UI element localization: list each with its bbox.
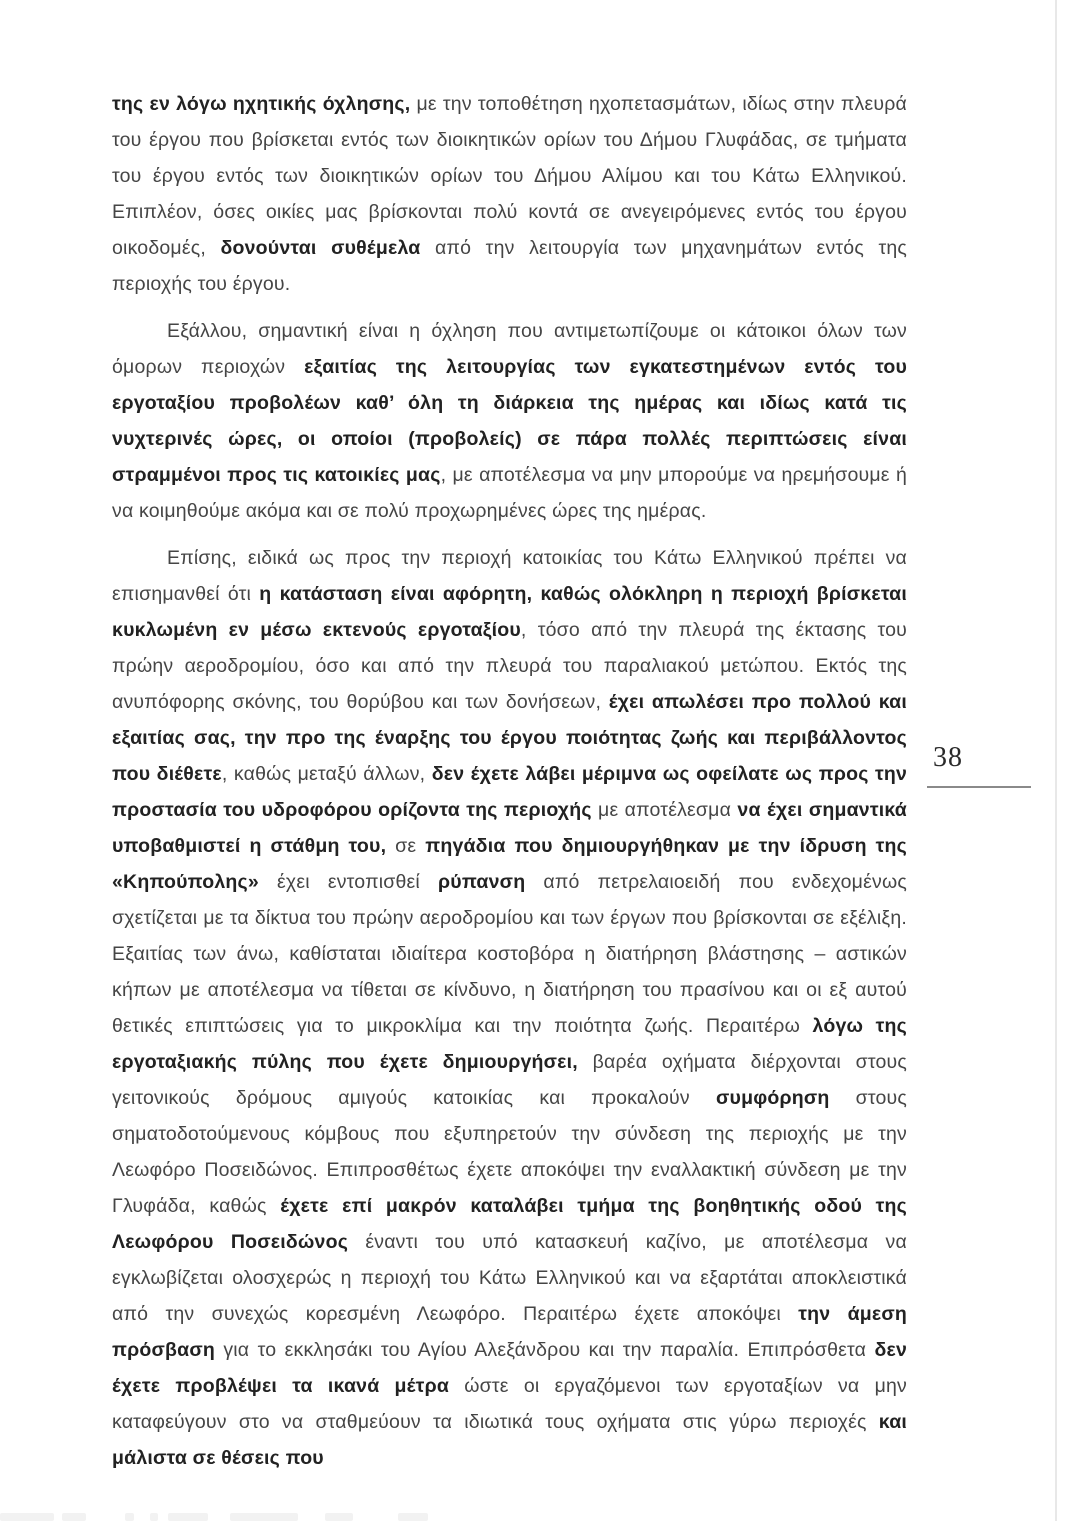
page-number-underline: [927, 786, 1031, 788]
bold-text-run: δεν έχετε λάβει μέριμνα ως οφείλατε ως προς την προστασία του υδροφόρου ορίζοντα της περιοχής: [112, 763, 908, 821]
bold-text-run: έχει απωλέσει προ πολλού και εξαιτίας σας, την προ της έναρξης του έργου ποιότητας ζωής και περιβάλλοντος που διέθετε: [112, 691, 907, 785]
text-run: για το εκκλησάκι του Αγίου Αλεξάνδρου και την παραλία. Επιπρόσθετα: [215, 1339, 875, 1361]
paragraph: [112, 313, 907, 529]
text-run: , καθώς μεταξύ άλλων,: [221, 763, 432, 785]
scan-artifact: [168, 1513, 208, 1521]
bold-text-run: ρύπανση: [438, 871, 526, 893]
document-body: [112, 86, 907, 1487]
scan-artifact: [62, 1513, 86, 1521]
text-run: έναντι του υπό κατασκευή καζίνο, με αποτέλεσμα να εγκλωβίζεται ολοσχερώς η περιοχή του Κάτω Ελληνικού και να εξαρτάται αποκλειστικά από την συνεχώς κορεσμένη Λεωφόρο. Περαιτέρω έχετε αποκόψει: [112, 1231, 907, 1325]
scan-edge-line: [1055, 0, 1057, 1521]
scan-artifact: [230, 1513, 298, 1521]
text-run: από πετρελαιοειδή που ενδεχομένως σχετίζεται με τα δίκτυα του πρώην αεροδρομίου και των έργων που βρίσκονται σε εξέλιξη. Εξαιτίας των άνω, καθίσταται ιδιαίτερα κοστοβόρα η διατήρηση βλάστησης – αστικών κήπων με αποτέλεσμα να τίθεται σε κίνδυνο, η διατήρηση του πρασίνου και οι εξ αυτού θετικές επιπτώσεις για το μικροκλίμα και την ποιότητα ζωής. Περαιτέρω: [112, 871, 907, 1037]
scan-artifact: [125, 1513, 134, 1521]
bold-text-run: συμφόρηση: [715, 1087, 830, 1109]
text-run: έχει εντοπισθεί: [258, 871, 439, 893]
text-run: με αποτέλεσμα: [591, 799, 738, 821]
text-run: από την λειτουργία των μηχανημάτων εντός της περιοχής του έργου.: [112, 237, 908, 295]
text-run: , με αποτέλεσμα να μην μπορούμε να ηρεμήσουμε ή να κοιμηθούμε ακόμα και σε πολύ προχωρημένες ώρες της ημέρας.: [112, 464, 908, 522]
bold-text-run: έχετε επί μακρόν καταλάβει τμήμα της βοηθητικής οδού της Λεωφόρου Ποσειδώνος: [112, 1195, 907, 1253]
bold-text-run: και μάλιστα σε θέσεις που: [112, 1411, 907, 1469]
text-run: Επίσης, ειδικά ως προς την περιοχή κατοικίας του Κάτω Ελληνικού πρέπει να επισημανθεί ότι: [112, 547, 907, 605]
text-run: στους σηματοδοτούμενους κόμβους που εξυπηρετούν την σύνδεση της περιοχής με την Λεωφόρο Ποσειδώνος. Επιπροσθέτως έχετε αποκόψει την εναλλακτική σύνδεση με την Γλυφάδα, καθώς: [112, 1087, 907, 1217]
bold-text-run: της εν λόγω ηχητικής όχλησης,: [112, 93, 411, 115]
text-run: βαρέα οχήματα διέρχονται στους γειτονικούς δρόμους αμιγούς κατοικίας και προκαλούν: [112, 1051, 907, 1109]
page-number: 38: [933, 742, 963, 773]
paragraph: [112, 86, 907, 302]
scan-artifact: [325, 1513, 353, 1521]
text-run: Εξάλλου, σημαντική είναι η όχληση που αντιμετωπίζουμε οι κάτοικοι όλων των όμορων περιοχών: [112, 320, 907, 378]
bold-text-run: να έχει σημαντικά υποβαθμιστεί η στάθμη του,: [112, 799, 907, 857]
text-run: με την τοποθέτηση ηχοπετασμάτων, ιδίως στην πλευρά του έργου που βρίσκεται εντός των διοικητικών ορίων του Δήμου Γλυφάδας, σε τμήματα του έργου εντός των διοικητικών ορίων του Δήμου Αλίμου και του Κάτω Ελληνικού. Επιπλέον, όσες οικίες μας βρίσκονται πολύ κοντά σε ανεγειρόμενες εντός του έργου οικοδομές,: [112, 93, 907, 259]
text-run: σε: [386, 835, 426, 857]
bold-text-run: εξαιτίας της λειτουργίας των εγκατεστημένων εντός του εργοταξίου προβολέων καθ’ όλη τη διάρκεια της ημέρας και ιδίως κατά τις νυχτερινές ώρες, οι οποίοι (προβολείς) σε πάρα πολλές περιπτώσεις είναι στραμμένοι προς τις κατοικίες μας: [112, 356, 907, 486]
scan-artifact: [150, 1513, 158, 1521]
bold-text-run: δονούνται συθέμελα: [220, 237, 421, 259]
bold-text-run: η κατάσταση είναι αφόρητη, καθώς ολόκληρη η περιοχή βρίσκεται κυκλωμένη εν μέσω εκτενούς εργοταξίου: [112, 583, 907, 641]
bold-text-run: δεν έχετε προβλέψει τα ικανά μέτρα: [112, 1339, 907, 1397]
scan-artifact: [398, 1513, 428, 1521]
bold-text-run: πηγάδια που δημιουργήθηκαν με την ίδρυση της «Κηπούπολης»: [112, 835, 907, 893]
text-run: ώστε οι εργαζόμενοι των εργοταξίων να μην καταφεύγουν στο να σταθμεύουν τα ιδιωτικά τους οχήματα στις γύρω περιοχές: [112, 1375, 907, 1433]
bold-text-run: λόγω της εργοταξιακής πύλης που έχετε δημιουργήσει,: [112, 1015, 908, 1073]
paragraph: [112, 540, 907, 1476]
scan-artifact: [0, 1513, 54, 1521]
text-run: , τόσο από την πλευρά της έκτασης του πρώην αεροδρομίου, όσο και από την πλευρά του παραλιακού μετώπου. Εκτός της ανυπόφορης σκόνης, του θορύβου και των δονήσεων,: [112, 619, 907, 713]
bold-text-run: την άμεση πρόσβαση: [112, 1303, 908, 1361]
